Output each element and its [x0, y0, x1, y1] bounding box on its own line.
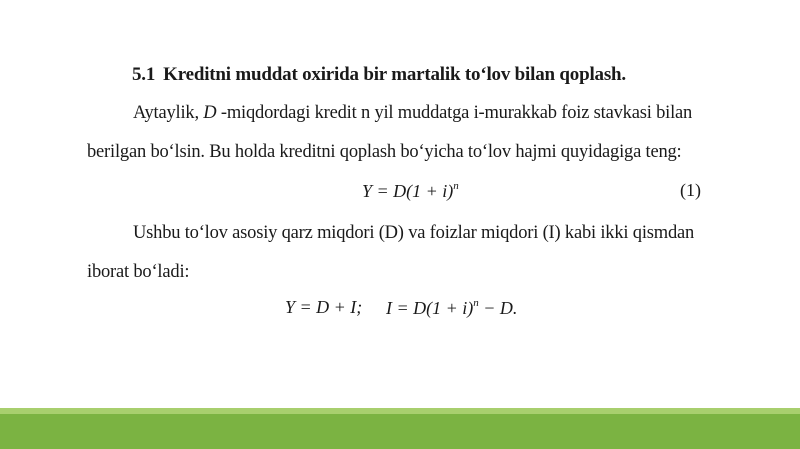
section-number: 5.1 — [132, 64, 156, 85]
section-title: Kreditni muddat oxirida bir martalik to‘lov bilan qoplash. — [163, 64, 626, 85]
variable-d: D — [203, 103, 217, 123]
paragraph1-line2: berilgan bo‘lsin. Bu holda kreditni qoplash bo‘yicha to‘lov hajmi quyidagiga teng: — [87, 142, 682, 162]
formula-1-body: Y = D(1 + i) — [362, 181, 454, 201]
formula-1 — [362, 180, 459, 202]
section-heading — [132, 64, 626, 86]
formula-2-part2 — [386, 297, 517, 319]
formula-2-tail: − D. — [478, 298, 518, 318]
paragraph2-line1: Ushbu to‘lov asosiy qarz miqdori (D) va foizlar miqdori (I) kabi ikki qismdan — [133, 223, 695, 243]
variable-n: n — [360, 103, 371, 123]
formula-2-part1: Y = D + I; — [285, 297, 363, 317]
equation-number: (1) — [680, 180, 701, 200]
text-segment: -miqdordagi kredit — [216, 103, 361, 123]
text-segment: yil muddatga i-murakkab foiz stavkasi bilan — [370, 103, 693, 123]
text-segment: Aytaylik, — [133, 103, 204, 123]
footer-band-dark — [0, 414, 800, 449]
paragraph1-line1 — [133, 103, 692, 124]
formula-2-body: I = D(1 + i) — [386, 298, 474, 318]
formula-1-exponent: n — [453, 180, 459, 192]
paragraph2-line2: iborat bo‘ladi: — [87, 262, 190, 282]
formula-2-exponent: n — [473, 297, 479, 309]
